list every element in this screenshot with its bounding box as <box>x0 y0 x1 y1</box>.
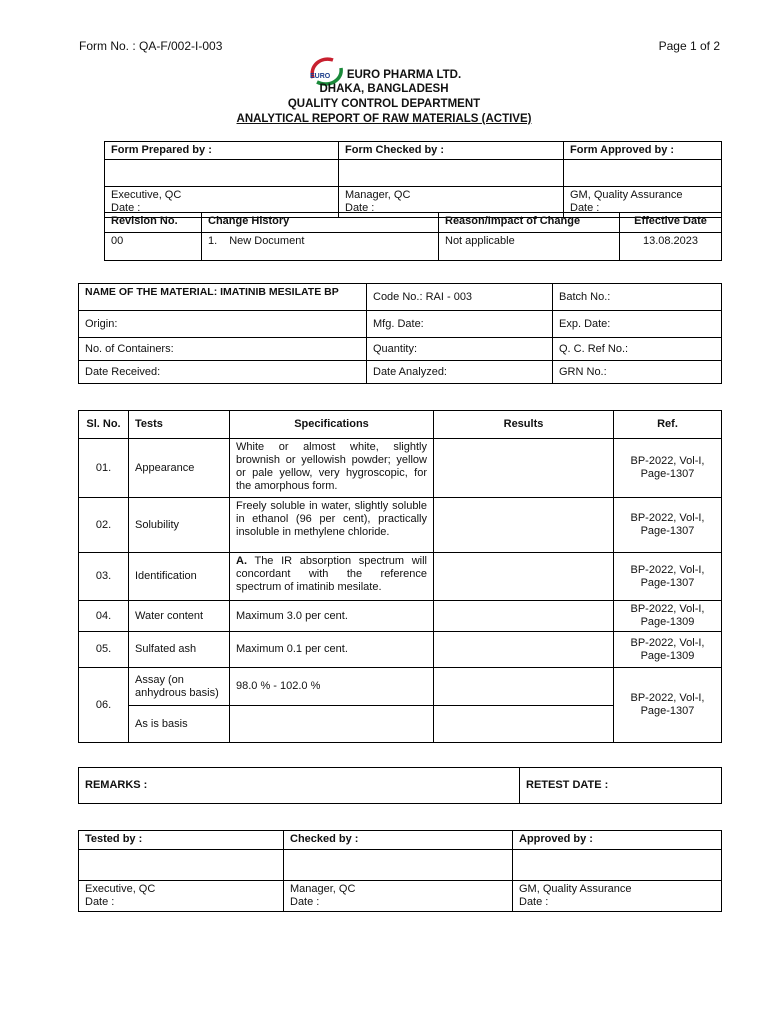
material-name: NAME OF THE MATERIAL: IMATINIB MESILATE BP <box>79 284 367 311</box>
specification: Freely soluble in water, slightly soluble in ethanol (96 per cent), practically insoluble in methylene chloride. <box>230 498 434 553</box>
tests-header: Tests <box>129 411 230 439</box>
ref-line2: Page-1309 <box>640 616 695 628</box>
table-row <box>79 601 722 632</box>
test-name: Water content <box>129 601 230 632</box>
retest-date-label: RETEST DATE : <box>520 768 722 804</box>
form-approval-table <box>104 141 722 218</box>
approved-date-label: Date : <box>519 896 549 908</box>
remarks-table <box>78 767 722 804</box>
table-row <box>79 632 722 668</box>
specification: White or almost white, slightly brownish or yellowish powder; yellow or pale yellow, very hygroscopic, for the amorphous form. <box>230 439 434 498</box>
ref-line2: Page-1309 <box>640 649 695 662</box>
signoff-table <box>78 830 722 912</box>
date-received: Date Received: <box>79 361 367 384</box>
tested-date-label: Date : <box>85 896 115 908</box>
result-cell <box>434 601 614 632</box>
change-value: New Document <box>229 235 305 247</box>
no-of-containers: No. of Containers: <box>79 338 367 361</box>
revision-no-header: Revision No. <box>105 213 202 233</box>
approved-signature-cell <box>513 850 722 881</box>
specification: The IR absorption spectrum will concordant with the reference spectrum of imatinib mesilate. <box>236 555 427 593</box>
results-header: Results <box>434 411 614 439</box>
table-row <box>79 668 722 706</box>
prepared-date-label: Date : <box>111 202 141 214</box>
code-no: Code No.: RAI - 003 <box>367 284 553 311</box>
company-name: EURO PHARMA LTD. <box>346 69 462 81</box>
effective-date-header: Effective Date <box>620 213 722 233</box>
change-history-header: Change History <box>202 213 439 233</box>
report-title: ANALYTICAL REPORT OF RAW MATERIALS (ACTIVE) <box>236 113 532 125</box>
ref-line1: BP-2022, Vol-I, <box>630 636 705 649</box>
ref-line2: Page-1307 <box>640 576 695 589</box>
tested-by-label: Tested by : <box>79 831 284 850</box>
sl-no: 06. <box>79 668 129 743</box>
ref-line1: BP-2022, Vol-I, <box>630 455 705 467</box>
form-approved-by-label: Form Approved by : <box>564 142 722 160</box>
effective-date-value: 13.08.2023 <box>620 233 722 261</box>
specification: Maximum 0.1 per cent. <box>230 632 434 668</box>
table-row <box>79 439 722 498</box>
approved-role: GM, Quality Assurance <box>570 189 683 201</box>
ref-header: Ref. <box>614 411 722 439</box>
test-name: Identification <box>129 553 230 601</box>
sl-no: 01. <box>79 439 129 498</box>
exp-date: Exp. Date: <box>553 311 722 338</box>
logo-text: EURO <box>310 73 331 80</box>
batch-no: Batch No.: <box>553 284 722 311</box>
checked-date-label: Date : <box>345 202 375 214</box>
ref-line2: Page-1307 <box>640 525 695 537</box>
table-row <box>79 553 722 601</box>
ref-line1: BP-2022, Vol-I, <box>630 692 705 704</box>
grn-no: GRN No.: <box>553 361 722 384</box>
ref-line2: Page-1307 <box>640 468 695 480</box>
page-number: Page 1 of 2 <box>658 39 720 53</box>
tests-table <box>78 410 722 743</box>
ref-line1: BP-2022, Vol-I, <box>630 512 705 524</box>
form-checked-by-label: Form Checked by : <box>339 142 564 160</box>
spec-prefix: A. <box>236 555 247 567</box>
reason-value: Not applicable <box>439 233 620 261</box>
specification-empty <box>230 706 434 743</box>
sl-no-header: Sl. No. <box>79 411 129 439</box>
revision-no-value: 00 <box>105 233 202 261</box>
ref-line2: Page-1307 <box>640 705 695 717</box>
checked-date-label: Date : <box>290 896 320 908</box>
approved-date-label: Date : <box>570 202 600 214</box>
test-name: Sulfated ash <box>129 632 230 668</box>
change-number: 1. <box>208 235 218 247</box>
specification: Maximum 3.0 per cent. <box>230 601 434 632</box>
mfg-date: Mfg. Date: <box>367 311 553 338</box>
quantity: Quantity: <box>367 338 553 361</box>
result-cell <box>434 706 614 743</box>
checked-signature-cell <box>284 850 513 881</box>
qc-ref-no: Q. C. Ref No.: <box>553 338 722 361</box>
checked-role: Manager, QC <box>290 883 356 895</box>
tested-signature-cell <box>79 850 284 881</box>
sl-no: 03. <box>79 553 129 601</box>
test-name: Assay (on anhydrous basis) <box>129 668 230 706</box>
ref-line1: BP-2022, Vol-I, <box>630 603 705 615</box>
result-cell <box>434 632 614 668</box>
tested-role: Executive, QC <box>85 883 156 895</box>
test-name-secondary: As is basis <box>129 706 230 743</box>
date-analyzed: Date Analyzed: <box>367 361 553 384</box>
prepared-role: Executive, QC <box>111 189 182 201</box>
department-name: QUALITY CONTROL DEPARTMENT <box>287 98 481 110</box>
test-name: Solubility <box>129 498 230 553</box>
sl-no: 04. <box>79 601 129 632</box>
checked-by-label: Checked by : <box>284 831 513 850</box>
material-info-table <box>78 283 722 384</box>
form-prepared-by-label: Form Prepared by : <box>105 142 339 160</box>
specifications-header: Specifications <box>230 411 434 439</box>
revision-table <box>104 212 722 261</box>
result-cell <box>434 553 614 601</box>
approved-signature-cell <box>564 160 722 187</box>
prepared-signature-cell <box>105 160 339 187</box>
specification: 98.0 % - 102.0 % <box>230 668 434 706</box>
reason-header: Reason/Impact of Change <box>439 213 620 233</box>
result-cell <box>434 439 614 498</box>
sl-no: 02. <box>79 498 129 553</box>
result-cell <box>434 668 614 706</box>
remarks-label: REMARKS : <box>79 768 520 804</box>
result-cell <box>434 498 614 553</box>
checked-role: Manager, QC <box>345 189 411 201</box>
approved-by-label: Approved by : <box>513 831 722 850</box>
origin: Origin: <box>79 311 367 338</box>
checked-signature-cell <box>339 160 564 187</box>
company-location: DHAKA, BANGLADESH <box>319 83 449 95</box>
table-row <box>79 498 722 553</box>
test-name: Appearance <box>129 439 230 498</box>
ref-line1: BP-2022, Vol-I, <box>630 563 705 576</box>
form-number: Form No. : QA-F/002-I-003 <box>79 39 223 53</box>
approved-role: GM, Quality Assurance <box>519 883 632 895</box>
sl-no: 05. <box>79 632 129 668</box>
